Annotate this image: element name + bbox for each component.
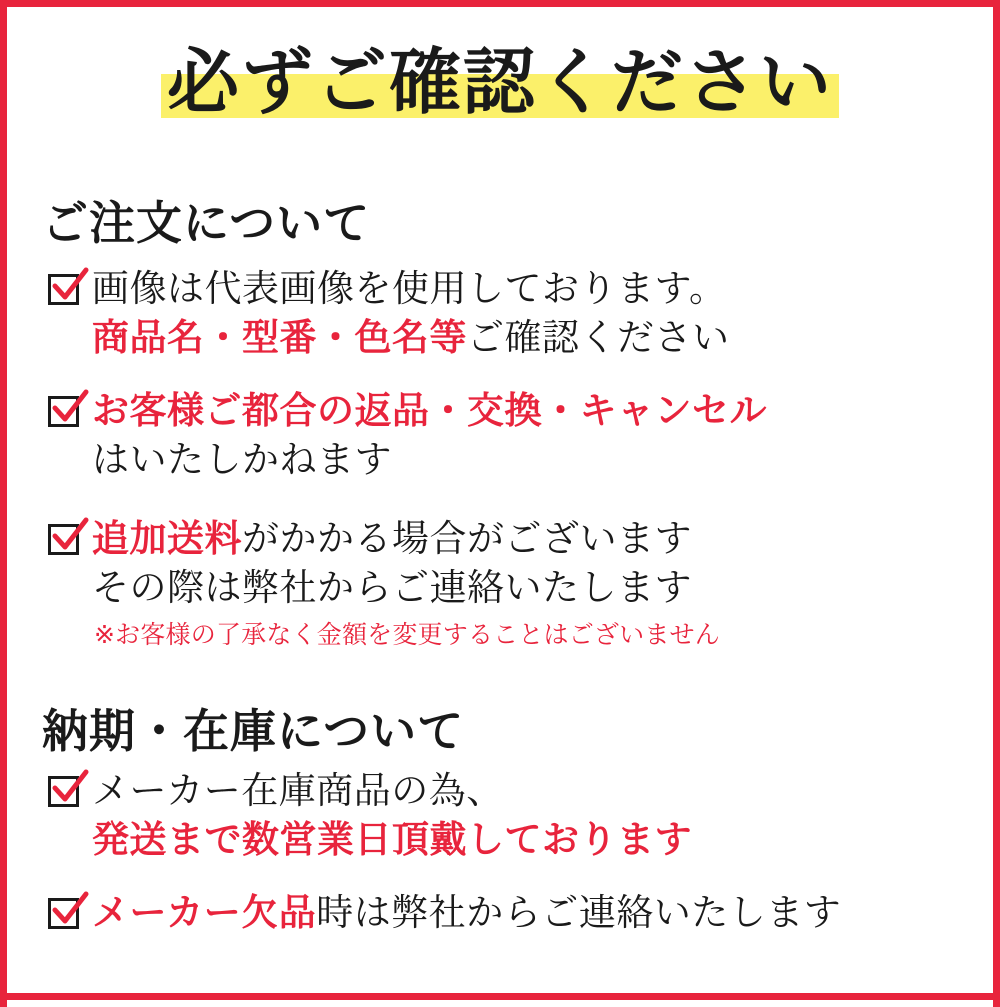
page-title-wrapper	[0, 41, 1000, 124]
page-title	[161, 41, 839, 124]
list-item-line	[92, 387, 767, 436]
line-text: 画像は代表画像を使用しております。	[92, 267, 727, 310]
list-item-line	[92, 889, 841, 938]
list-item-line	[92, 515, 692, 564]
line-text-emphasis: お客様ご都合の返品・交換・キャンセル	[92, 389, 767, 432]
list-item-row	[46, 767, 966, 865]
checkbox-checked-icon	[46, 270, 86, 310]
list-item-row	[46, 265, 966, 363]
list-item-line	[92, 265, 730, 314]
page-title-text: 必ずご確認ください	[166, 40, 833, 124]
list-item-line	[92, 564, 692, 613]
line-text-emphasis: 商品名・型番・色名等	[92, 315, 467, 359]
line-text-emphasis: 発送まで数営業日頂戴しております	[92, 817, 692, 861]
list-item-row	[46, 387, 966, 485]
list-item-row	[46, 889, 966, 938]
list-item-line	[92, 314, 730, 363]
checkbox-checked-icon	[46, 392, 86, 432]
line-text: 時は弊社からご連絡いたします	[316, 891, 842, 934]
checkbox-checked-icon	[46, 520, 86, 560]
list-item	[46, 387, 966, 485]
list-item	[46, 767, 966, 865]
notice-content	[0, 7, 1000, 1007]
line-text: がかかる場合がございます	[242, 517, 692, 560]
list-item	[46, 265, 966, 363]
list-item-note: ※お客様の了承なく金額を変更することはございません	[94, 619, 720, 649]
line-text: メーカー在庫商品の為、	[92, 769, 504, 812]
section-heading-order: ご注文について	[42, 196, 371, 250]
line-text: ご確認ください	[467, 315, 730, 359]
section-heading-delivery: 納期・在庫について	[42, 704, 465, 758]
line-text: はいたしかねます	[92, 437, 392, 481]
line-text-emphasis: 追加送料	[92, 517, 242, 560]
list-item-line	[92, 436, 767, 485]
checkbox-checked-icon	[46, 772, 86, 812]
line-text: その際は弊社からご連絡いたします	[92, 565, 692, 609]
list-item-line	[92, 816, 692, 865]
line-text-emphasis: メーカー欠品	[92, 891, 317, 934]
checkbox-checked-icon	[46, 894, 86, 934]
list-item	[46, 515, 966, 651]
list-item	[46, 889, 966, 938]
list-item-row	[46, 515, 966, 613]
list-item-line	[92, 767, 692, 816]
